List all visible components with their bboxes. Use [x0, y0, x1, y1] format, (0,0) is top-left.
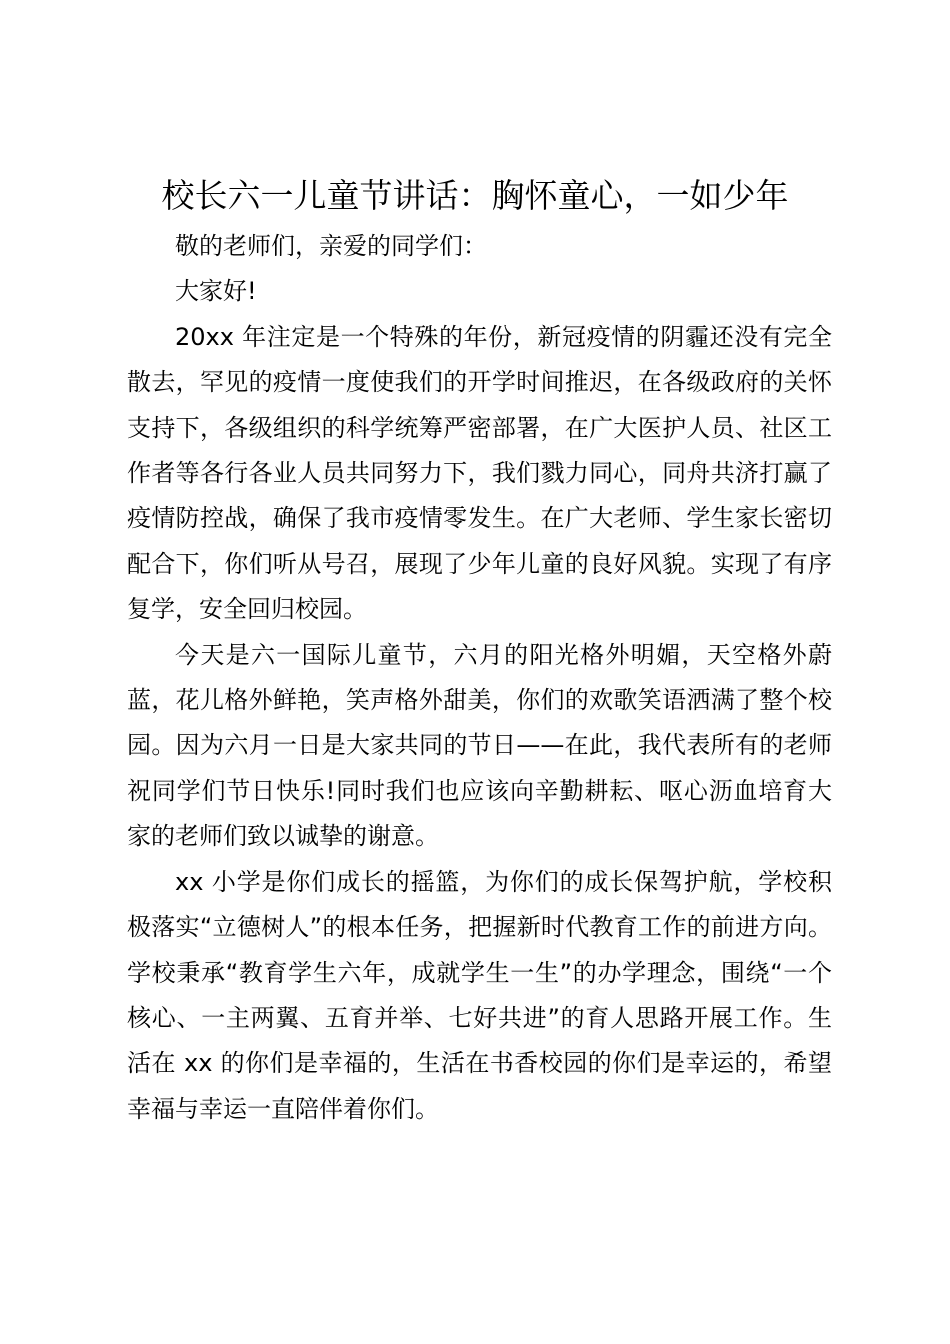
- salutation-paragraph: 敬的老师们，亲爱的同学们：: [175, 232, 487, 260]
- greeting-paragraph: 大家好!: [175, 277, 257, 306]
- document-title: 校长六一儿童节讲话：胸怀童心，一如少年: [161, 176, 789, 215]
- body-paragraph: 今天是六一国际儿童节，六月的阳光格外明媚，天空格外蔚蓝，花儿格外鲜艳，笑声格外甜美，你们的欢歌笑语洒满了整个校园。因为六月一日是大家共同的节日——在此，我代表所有的老师祝同学们节日快乐!同时我们也应该向辛勤耕耘、呕心沥血培育大家的老师们致以诚挚的谢意。: [127, 640, 832, 851]
- body-paragraph: 20xx 年注定是一个特殊的年份，新冠疫情的阴霾还没有完全散去，罕见的疫情一度使我们的开学时间推迟，在各级政府的关怀支持下，各级组织的科学统筹严密部署，在广大医护人员、社区工作者等各行各业人员共同努力下，我们戮力同心，同舟共济打赢了疫情防控战，确保了我市疫情零发生。在广大老师、学生家长密切配合下，你们听从号召，展现了少年儿童的良好风貌。实现了有序复学，安全回归校园。: [127, 322, 832, 624]
- document-body: [127, 224, 832, 1132]
- body-paragraph: xx 小学是你们成长的摇篮，为你们的成长保驾护航，学校积极落实“立德树人”的根本任务，把握新时代教育工作的前进方向。学校秉承“教育学生六年，成就学生一生”的办学理念，围绕“一个核心、一主两翼、五育并举、七好共进”的育人思路开展工作。生活在 xx 的你们是幸福的，生活在书香校园的你们是幸运的，希望幸福与幸运一直陪伴着你们。: [127, 867, 832, 1123]
